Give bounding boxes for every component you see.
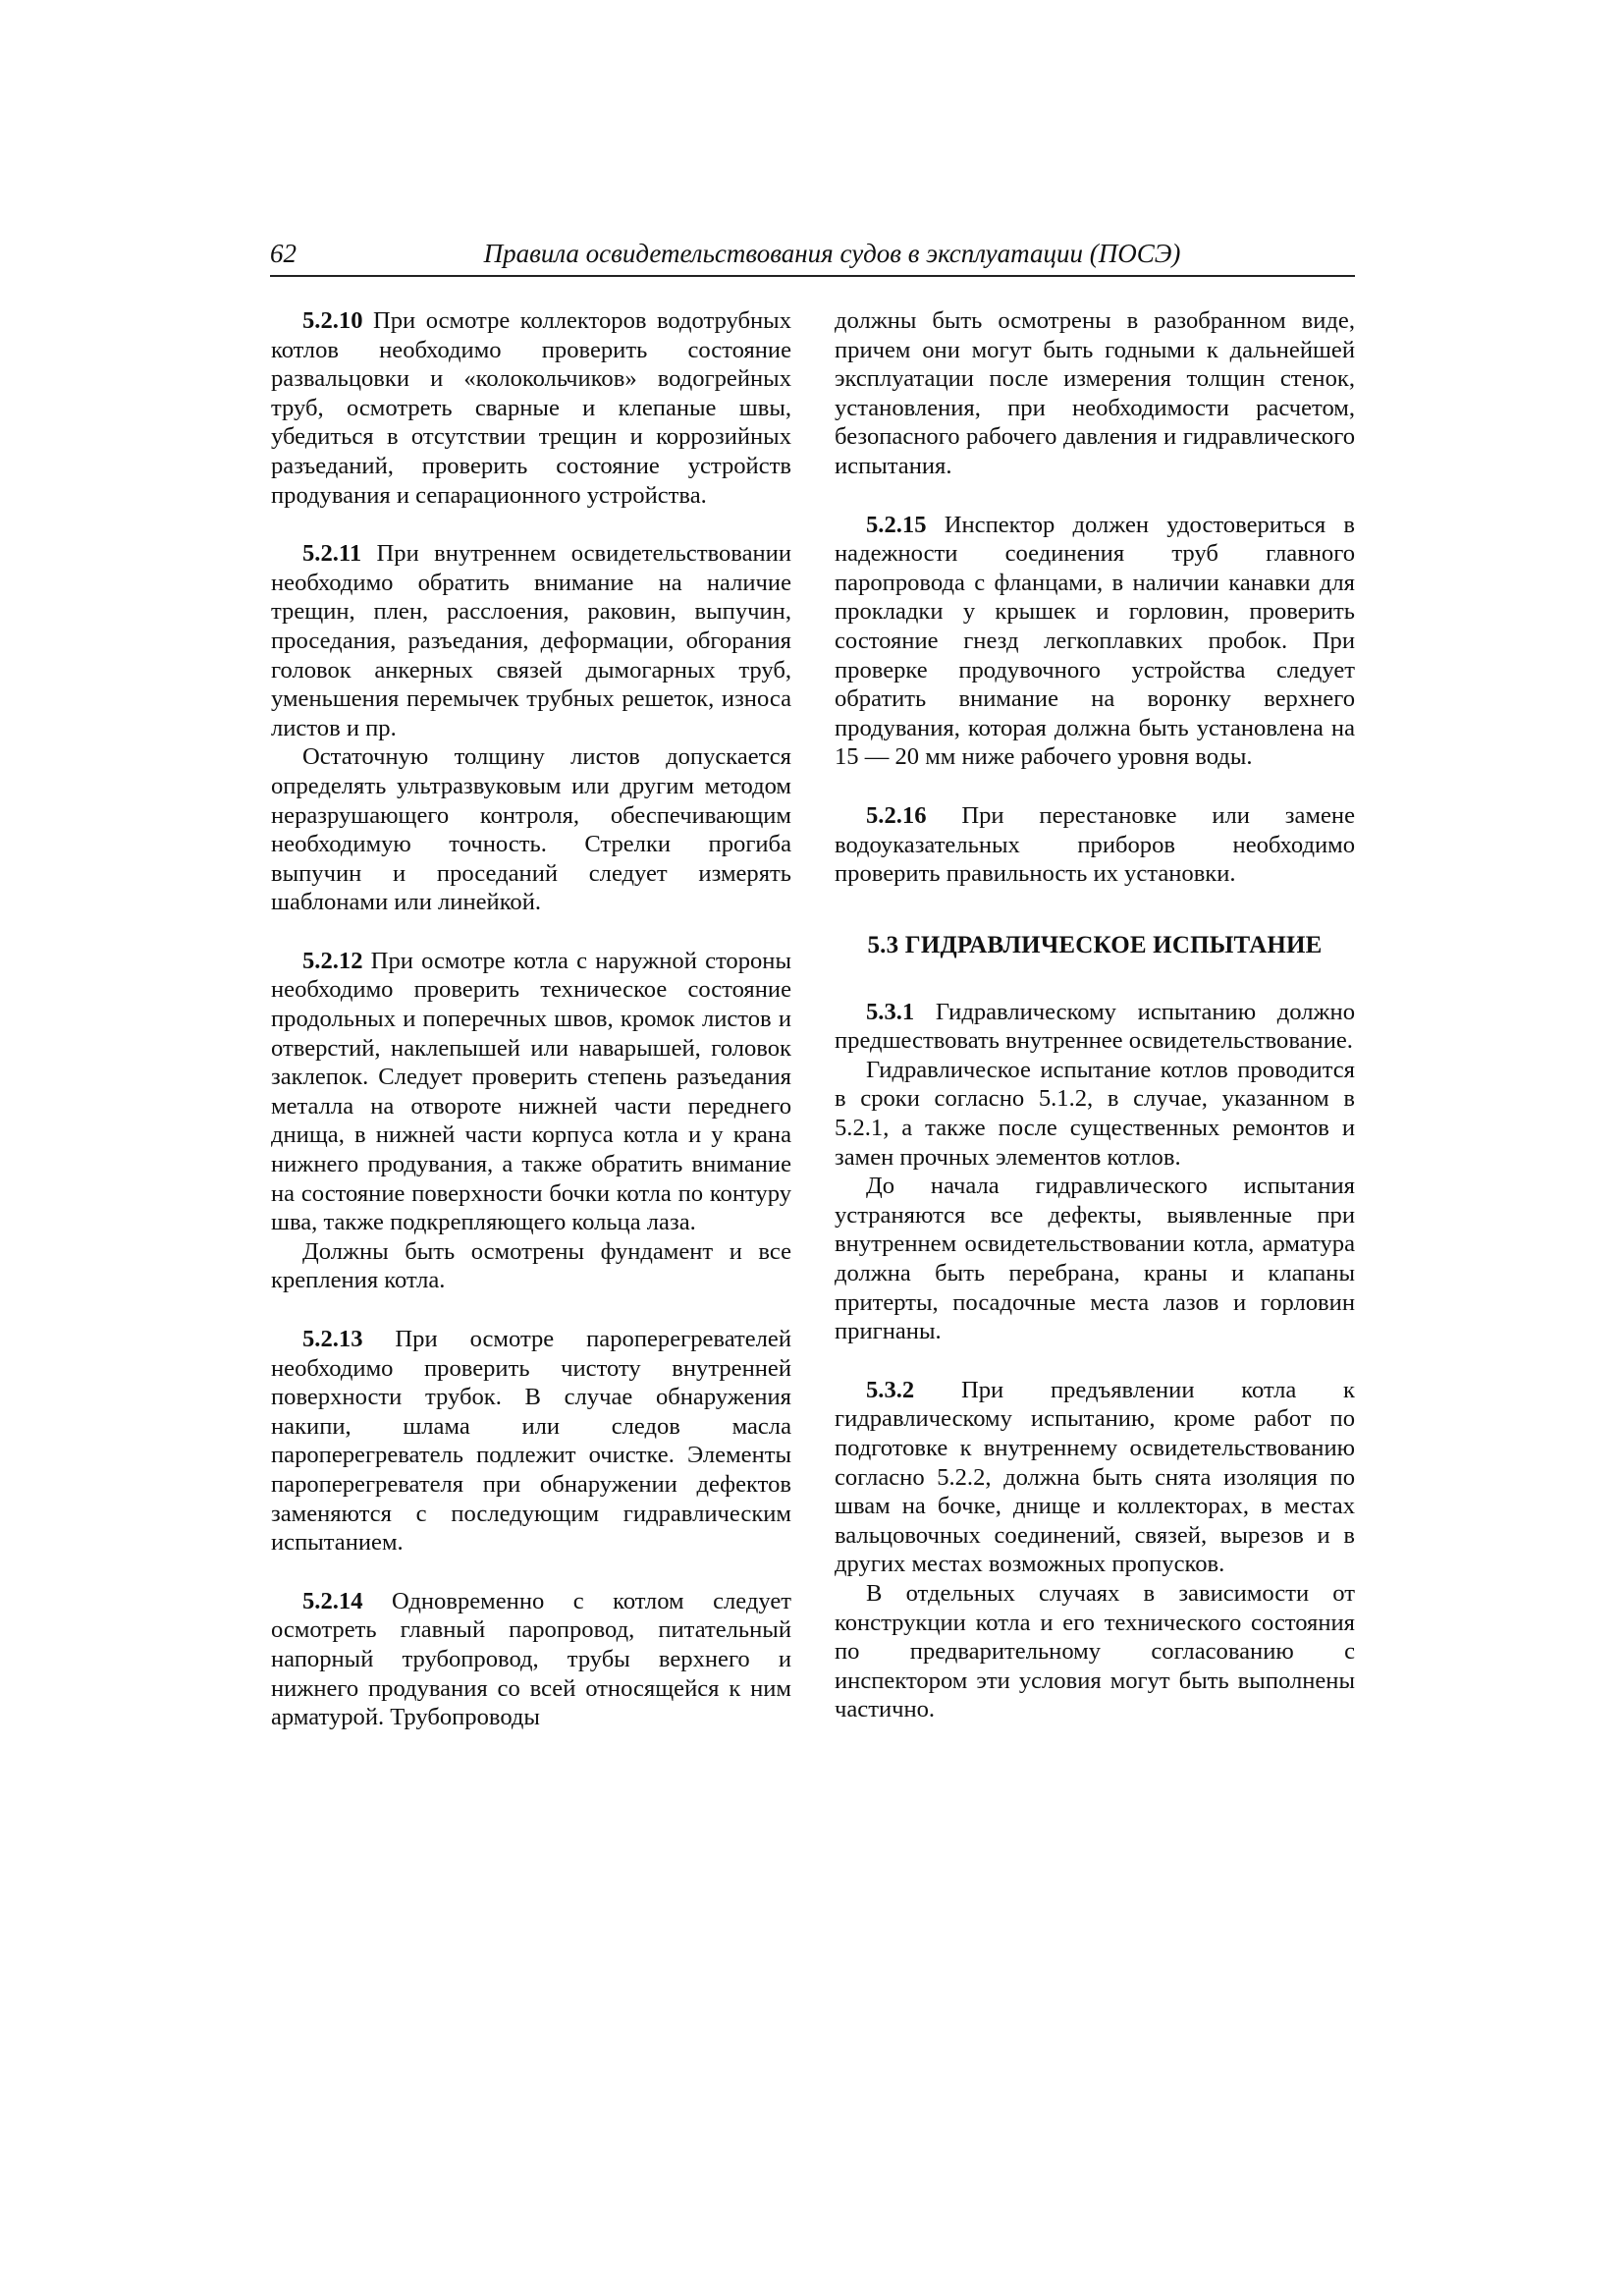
section-heading: 5.3 ГИДРАВЛИЧЕСКОЕ ИСПЫТАНИЕ	[867, 931, 1323, 958]
paragraph-5-3-1-cont-1	[835, 1056, 1355, 1172]
paragraph-5-2-15	[835, 511, 1355, 772]
left-column	[271, 306, 791, 1732]
paragraph-5-2-12-cont	[271, 1237, 791, 1295]
paragraph-text: Должны быть осмотрены фундамент и все крепления котла.	[271, 1237, 791, 1294]
right-column	[835, 306, 1355, 1724]
paragraph-5-3-1	[835, 998, 1355, 1056]
paragraph-5-3-2	[835, 1376, 1355, 1579]
clause-number: 5.2.13	[302, 1326, 363, 1352]
clause-number: 5.2.15	[866, 511, 927, 538]
paragraph-text: При внутреннем освидетельствовании необходимо обратить внимание на наличие трещин, плен, расслоения, раковин, выпучин, проседания, разъедания, деформации, обгорания головок анкерных связей дымогарных труб, уменьшения перемычек трубных решеток, износа листов и пр.	[271, 540, 791, 741]
paragraph-text: При осмотре котла с наружной стороны необходимо проверить техническое состояние продольных и поперечных швов, кромок листов и отверстий, наклепышей или наварышей, головок заклепок. Следует проверить степень разъедания металла на отвороте нижней части переднего днища, в нижней части корпуса котла и у крана нижнего продувания, а также обратить внимание на состояние поверхности бочки котла по контуру шва, также подкрепляющего кольца лаза.	[271, 947, 791, 1236]
paragraph-5-2-10	[271, 306, 791, 510]
paragraph-5-2-13	[271, 1325, 791, 1558]
paragraph-5-3-1-cont-2	[835, 1172, 1355, 1346]
paragraph-text: До начала гидравлического испытания устраняются все дефекты, выявленные при внутреннем освидетельствовании котла, арматура должна быть перебрана, краны и клапаны притерты, посадочные места лазов и горловин пригнаны.	[835, 1173, 1355, 1345]
paragraph-5-2-14-cont	[835, 306, 1355, 481]
paragraph-text: Инспектор должен удостовериться в надежности соединения труб главного паропровода с фланцами, в наличии канавки для прокладки у крышек и горловин, проверить состояние гнезд легкоплавких пробок. При проверке продувочного устройства следует обратить внимание на воронку верхнего продувания, которая должна быть установлена на 15 — 20 мм ниже рабочего уровня воды.	[835, 511, 1355, 771]
clause-number: 5.2.10	[302, 307, 363, 334]
paragraph-text: Одновременно с котлом следует осмотреть главный паропровод, питательный напорный трубопровод, трубы верхнего и нижнего продувания со всей относящейся к ним арматурой. Трубопроводы	[271, 1587, 791, 1731]
paragraph-text: Остаточную толщину листов допускается определять ультразвуковым или другим методом неразрушающего контроля, обеспечивающим необходимую точность. Стрелки прогиба выпучин и проседаний следует измерять шаблонами или линейкой.	[271, 743, 791, 916]
clause-number: 5.3.2	[866, 1376, 915, 1403]
paragraph-text: При осмотре коллекторов водотрубных котлов необходимо проверить состояние развальцовки и «колокольчиков» водогрейных труб, осмотреть сварные и клепаные швы, убедиться в отсутствии трещин и коррозийных разъеданий, проверить состояние устройств продувания и сепарационного устройства.	[271, 307, 791, 509]
paragraph-text: Гидравлическое испытание котлов проводится в сроки согласно 5.1.2, в случае, указанном в 5.2.1, а также после существенных ремонтов и замен прочных элементов котлов.	[835, 1056, 1355, 1171]
paragraph-text: При осмотре пароперегревателей необходимо проверить чистоту внутренней поверхности трубок. В случае обнаружения накипи, шлама или следов масла пароперегреватель подлежит очистке. Элементы пароперегревателя при обнаружении дефектов заменяются с последующим гидравлическим испытанием.	[271, 1326, 791, 1557]
paragraph-text: должны быть осмотрены в разобранном виде, причем они могут быть годными к дальнейшей эксплуатации после измерения толщин стенок, установления, при необходимости расчетом, безопасного рабочего давления и гидравлического испытания.	[835, 307, 1355, 479]
paragraph-text: При перестановке или замене водоуказательных приборов необходимо проверить правильность их установки.	[835, 801, 1355, 888]
running-title: Правила освидетельствования судов в эксплуатации (ПОСЭ)	[483, 239, 1181, 268]
paragraph-text: В отдельных случаях в зависимости от конструкции котла и его технического состояния по предварительному согласованию с инспектором эти условия могут быть выполнены частично.	[835, 1579, 1355, 1723]
clause-number: 5.3.1	[866, 998, 915, 1025]
paragraph-text: Гидравлическому испытанию должно предшествовать внутреннее освидетельствование.	[835, 998, 1355, 1055]
clause-number: 5.2.16	[866, 801, 927, 829]
paragraph-5-3-2-cont	[835, 1579, 1355, 1724]
paragraph-5-2-14	[271, 1587, 791, 1732]
page-header	[270, 236, 1355, 277]
paragraph-5-2-12	[271, 947, 791, 1237]
paragraph-5-2-16	[835, 801, 1355, 889]
page-number: 62	[270, 239, 297, 268]
clause-number: 5.2.11	[302, 540, 362, 568]
clause-number: 5.2.12	[302, 947, 363, 974]
paragraph-5-2-11	[271, 539, 791, 742]
paragraph-text: При предъявлении котла к гидравлическому испытанию, кроме работ по подготовке к внутреннему освидетельствованию согласно 5.2.2, должна быть снята изоляция по швам на бочке, днище и коллекторах, в местах вальцовочных соединений, связей, вырезов и в других местах возможных пропусков.	[835, 1376, 1355, 1578]
paragraph-5-2-11-cont	[271, 742, 791, 917]
clause-number: 5.2.14	[302, 1587, 363, 1614]
